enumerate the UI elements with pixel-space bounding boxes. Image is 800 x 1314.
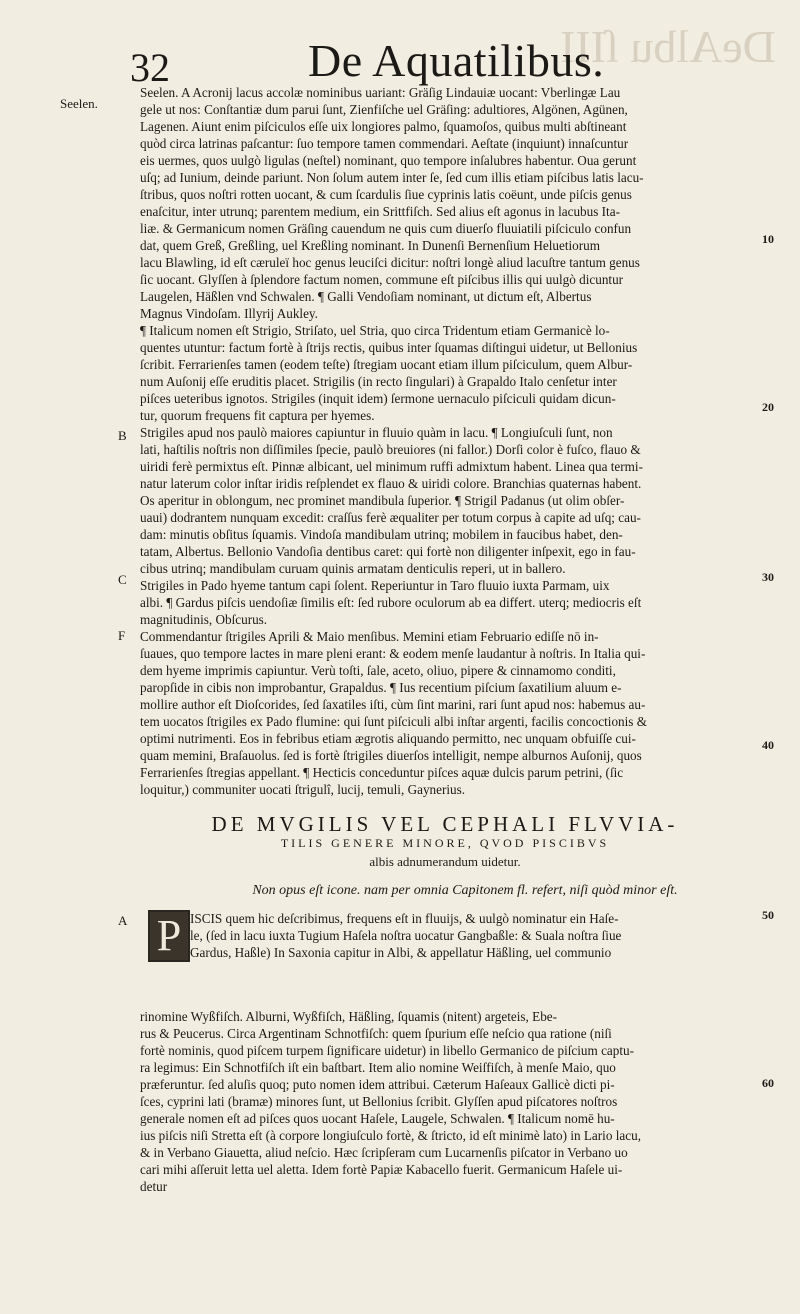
body-text-upper xyxy=(140,84,760,798)
line-number: 10 xyxy=(762,232,774,246)
line-number: 40 xyxy=(762,738,774,752)
text-line: præferuntur. ſed aluſis quoq; puto nomen idem attribui. Cæterum Haſeaux Gallicè dicti pi- xyxy=(140,1077,615,1092)
drop-cap-initial: P xyxy=(148,910,190,962)
running-head-title: De Aquatilibus. xyxy=(308,35,605,86)
margin-letter-b: B xyxy=(118,428,127,443)
text-line: dat, quem Greß, Greßling, uel Kreßling nominant. In Dunenſi Bernenſium Heluetiorum xyxy=(140,238,600,253)
opening-paragraph xyxy=(190,910,760,961)
text-line: quòd circa latrinas paſcantur: ſuo tempore tamen commendari. Aeſtate (inquiunt) innaſcuntur xyxy=(140,136,629,151)
text-line: natur laterum color inſtar iridis reſplendet ex flauo & uiridi colore. Branchias quaternas habent. xyxy=(140,476,642,491)
text-line: num Auſonij eſſe eruditis placet. Strigilis (in recto ſingulari) à Grapaldo Italo cenſetur inter xyxy=(140,374,617,389)
text-line: ISCIS quem hic deſcribimus, frequens eſt in fluuijs, & uulgò nominatur ein Haſe- xyxy=(190,911,619,926)
illustration-note: Non opus eſt icone. nam per omnia Capitonem fl. refert, niſi quòd minor eſt. xyxy=(252,883,678,898)
text-line: uaui) dodrantem nunquam excedit: craſſus ferè æqualiter per totum corpus à capite ad uſq; cau- xyxy=(140,510,641,525)
text-line: dem hyeme imprimis capiuntur. Verù toſti, ſale, aceto, oliuo, pipere & cinnamomo conditi, xyxy=(140,663,616,678)
line-number: 20 xyxy=(762,400,774,414)
text-line: rinomine Wyßfiſch. Alburni, Wyßfiſch, Häßling, ſquamis (nitent) argeteis, Ebe- xyxy=(140,1009,558,1024)
text-line: mollire author eſt Dioſcorides, ſed ſaxatiles iſti, cùm ſint marini, rari ſunt apud nos: habemus au- xyxy=(140,697,646,712)
text-line: quentes utuntur: factum fortè à ſtrijs rectis, quibus inter ſquamas diſtingui uidetur, ut Bellonius xyxy=(140,340,638,355)
line-number: 50 xyxy=(762,908,774,922)
page-number: 32 xyxy=(130,45,170,90)
text-line: tur, quorum frequens fit captura per hyemes. xyxy=(140,408,375,423)
text-line: uiridi ferè permixtus eſt. Pinnæ albicant, uel minimum ruffi admixtum habent. Linea qua termi- xyxy=(140,459,643,474)
text-line: & in Verbano Giauetta, aliud neſcio. Hæc ſcripſeram cum Lucarnenſis piſcator in Verbano uo xyxy=(140,1145,628,1160)
section-heading: DE MVGILIS VEL CEPHALI FLVVIA- xyxy=(211,812,679,836)
text-line: dam: minutis obſitus ſquamis. Vindoſa mandibulam utrinq; mobilem in faucibus habet, den- xyxy=(140,527,623,542)
text-line: Seelen. A Acronij lacus accolæ nominibus uariant: Gräſig Lindauiæ uocant: Vberlingæ Lau xyxy=(140,85,621,100)
text-line: ra legimus: Ein Schnotfiſch iſt ein baſtbart. Item alio nomine Weiſfiſch, à menſe Maio, quo xyxy=(140,1060,616,1075)
text-line: lati, haſtilis noſtris non diſſimiles ſpecie, paulò breuiores (ni fallor.) Dorſi color è fuſco, flauo & xyxy=(140,442,641,457)
text-line: Os aperitur in oblongum, nec prominet mandibula ſuperior. ¶ Strigil Padanus (ut olim obſer- xyxy=(140,493,625,508)
text-line: Commendantur ſtrigiles Aprili & Maio menſibus. Memini etiam Februario ediſſe nō in- xyxy=(140,629,599,644)
text-line: paropſide in cibis non improbantur, Grapaldus. ¶ Ius recentium piſcium ſaxatilium aluum e- xyxy=(140,680,622,695)
text-line: detur xyxy=(140,1179,168,1194)
text-line: eis uermes, quos uulgò ligulas (neſtel) nominant, quo tempore inſalubres habentur. Oua gerunt xyxy=(140,153,637,168)
text-line: ¶ Italicum nomen eſt Strigio, Striſato, uel Stria, quo circa Tridentum etiam Germanicè lo- xyxy=(140,323,610,338)
text-line: le, (ſed in lacu iuxta Tugium Haſela noſtra uocatur Gangbaßle: & Suala noſtra ſiue xyxy=(190,928,622,943)
body-text-lower xyxy=(140,1008,760,1195)
text-line: ſic uocant. Glyſſen à ſplendore factum nomen, commune eſt piſcibus illis qui uulgò dicuntur xyxy=(140,272,624,287)
text-line: Strigiles in Pado hyeme tantum capi ſolent. Reperiuntur in Taro fluuio iuxta Parmam, uix xyxy=(140,578,610,593)
text-line: ſuaues, quo tempore lactes in mare pleni erant: & eodem menſe laudantur à noſtris. In Italia qui- xyxy=(140,646,646,661)
margin-letter-a: A xyxy=(118,913,128,928)
margin-note: Seelen. xyxy=(60,96,98,111)
section-subheading: TILIS GENERE MINORE, QVOD PISCIBVS xyxy=(280,836,610,850)
text-line: Strigiles apud nos paulò maiores capiuntur in fluuio quàm in lacu. ¶ Longiuſculi ſunt, non xyxy=(140,425,613,440)
text-line: fortè nominis, quod piſcem turpem ſignificare uidetur) in libello Germanico de piſcium captu- xyxy=(140,1043,635,1058)
text-line: magnitudinis, Obſcurus. xyxy=(140,612,268,627)
text-line: enaſcitur, inter utrunq; parentem medium, ein Srittfiſch. Sed alius eſt agonus in lacubus Ita- xyxy=(140,204,620,219)
text-line: quam memini, Braſauolus. ſed is fortè ſtrigiles diuerſos intelligit, nempe alburnos Auſonij, quos xyxy=(140,748,642,763)
margin-letter-f: F xyxy=(118,628,126,643)
text-line: generale nomen eſt ad piſces quos uocant Haſele, Laugele, Schwalen. ¶ Italicum nomē hu- xyxy=(140,1111,615,1126)
text-line: optimi nutrimenti. Eos in febribus etiam ægrotis aliquando permitto, nec unquam obfuiſſe cui- xyxy=(140,731,636,746)
text-line: Magnus Vindoſam. Illyrij Aukley. xyxy=(140,306,318,321)
text-line: liæ. & Germanicum nomen Gräſing cauendum ne quis cum diuerſo fluuiatili piſciculo confun xyxy=(140,221,632,236)
text-line: tatam, Albertus. Bellonio Vandoſia dentibus caret: qui fortè non diligenter inſpexit, ego in fau- xyxy=(140,544,636,559)
text-line: ſcribit. Ferrarienſes tamen (eodem teſte) ſtregiam uocant etiam illum piſciculum, quem Albur- xyxy=(140,357,633,372)
show-through-text: DeAlbu ſIII xyxy=(560,21,776,72)
text-line: Gardus, Haßle) In Saxonia capitur in Albi, & appellatur Häßling, uel communio xyxy=(190,945,612,960)
text-line: albi. ¶ Gardus piſcis uendoſiæ ſimilis eſt: ſed rubore oculorum ab ea differt. uterq; mediocris eſt xyxy=(140,595,642,610)
text-line: cibus utrinq; mandibulam curuam quinis armatam denticulis reperi, ut in ballero. xyxy=(140,561,566,576)
text-line: ius piſcis niſi Stretta eſt (à corpore longiuſculo fortè, & ſtricto, id eſt minimè lato) in Lario lacu, xyxy=(140,1128,641,1143)
text-line: Ferrarienſes ſtregias appellant. ¶ Hecticis conceduntur piſces aquæ dulcis parum petrini, (ſic xyxy=(140,765,624,780)
text-line: uſq; ad Iunium, deinde pariunt. Non ſolum autem inter ſe, ſed cum illis etiam piſcibus latis lacu- xyxy=(140,170,644,185)
text-line: cari mihi aſſeruit letta uel aletta. Idem fortè Papiæ Kabacello fuerit. Germanicum Haſele ui- xyxy=(140,1162,623,1177)
text-line: Laugelen, Häßlen vnd Schwalen. ¶ Galli Vendoſiam nominant, ut dictum eſt, Albertus xyxy=(140,289,592,304)
text-line: tem uocatos ſtrigiles ex Pado flumine: qui ſunt piſciculi albi inſtar argenti, facilis concoctionis & xyxy=(140,714,647,729)
text-line: Lagenen. Aiunt enim piſciculos eſſe uix longiores palmo, ſquamoſos, quibus multi abſtineant xyxy=(140,119,627,134)
margin-letter-c: C xyxy=(118,572,127,587)
text-line: gele ut nos: Conſtantiæ dum parui ſunt, Zienfiſche uel Gräſing: adultiores, Algönen, Agünen, xyxy=(140,102,628,117)
text-line: rus & Peucerus. Circa Argentinam Schnotfiſch: quem ſpurium eſſe neſcio qua ratione (niſi xyxy=(140,1026,612,1041)
text-line: lacu Blawling, id eſt cæruleï hoc genus leuciſci dicitur: noſtri longè aliud lacuſtre tantum genus xyxy=(140,255,640,270)
text-line: piſces ueteribus ignotos. Strigiles (inquit idem) ſermone uernaculo piſciculi quidam dicun- xyxy=(140,391,616,406)
line-number: 30 xyxy=(762,570,774,584)
line-number: 60 xyxy=(762,1076,774,1090)
section-subheading-continued: albis adnumerandum uidetur. xyxy=(369,854,521,869)
text-line: ſtribus, quos noſtri rotten uocant, & cum ſcardulis ſiue cyprinis latis coëunt, unde piſcis genus xyxy=(140,187,632,202)
text-line: ſces, cyprini lati (bramæ) minores ſunt, ut Bellonius ſcribit. Glyſſen apud piſcatores noſtros xyxy=(140,1094,618,1109)
text-line: loquitur,) communiter uocati ſtrigulî, lucij, temuli, Gaynerius. xyxy=(140,782,466,797)
